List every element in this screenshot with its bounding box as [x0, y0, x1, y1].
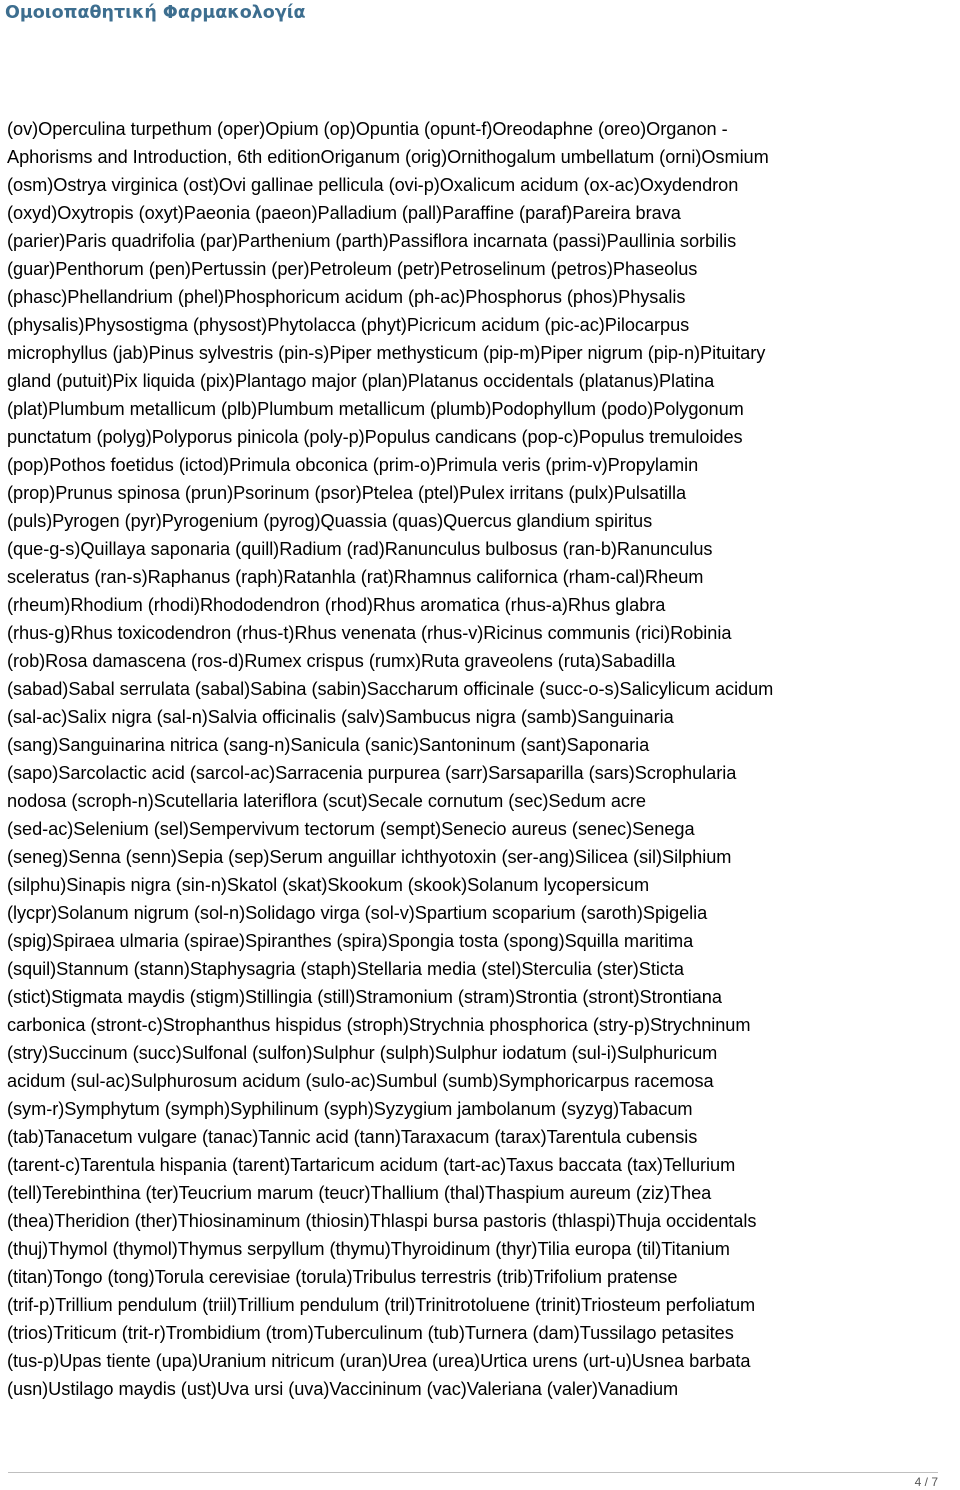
text-line: (sabad)Sabal serrulata (sabal)Sabina (sabin)Saccharum officinale (succ-o-s)Salicylicum acidum: [7, 679, 774, 699]
text-line: (oxyd)Oxytropis (oxyt)Paeonia (paeon)Palladium (pall)Paraffine (paraf)Pareira brava: [7, 203, 681, 223]
text-line: Aphorisms and Introduction, 6th editionOriganum (orig)Ornithogalum umbellatum (orni)Osmium: [7, 147, 769, 167]
text-line: (rob)Rosa damascena (ros-d)Rumex crispus (rumx)Ruta graveolens (ruta)Sabadilla: [7, 651, 676, 671]
text-line: (sapo)Sarcolactic acid (sarcol-ac)Sarracenia purpurea (sarr)Sarsaparilla (sars)Scrophularia: [7, 763, 737, 783]
text-line: (thuj)Thymol (thymol)Thymus serpyllum (thymu)Thyroidinum (thyr)Tilia europa (til)Titanium: [7, 1239, 730, 1259]
text-line: (stict)Stigmata maydis (stigm)Stillingia (still)Stramonium (stram)Strontia (stront)Strontiana: [7, 987, 722, 1007]
text-line: (parier)Paris quadrifolia (par)Parthenium (parth)Passiflora incarnata (passi)Paullinia sorbilis: [7, 231, 737, 251]
text-line: (puls)Pyrogen (pyr)Pyrogenium (pyrog)Quassia (quas)Quercus glandium spiritus: [7, 511, 653, 531]
text-line: punctatum (polyg)Polyporus pinicola (poly-p)Populus candicans (pop-c)Populus tremuloides: [7, 427, 743, 447]
text-line: (squil)Stannum (stann)Staphysagria (staph)Stellaria media (stel)Sterculia (ster)Sticta: [7, 959, 684, 979]
text-line: (silphu)Sinapis nigra (sin-n)Skatol (skat)Skookum (skook)Solanum lycopersicum: [7, 875, 650, 895]
text-line: (physalis)Physostigma (physost)Phytolacca (phyt)Picricum acidum (pic-ac)Pilocarpus: [7, 315, 690, 335]
text-line: (trif-p)Trillium pendulum (triil)Trillium pendulum (tril)Trinitrotoluene (trinit)Triosteum perfoliatum: [7, 1295, 756, 1315]
text-line: (sed-ac)Selenium (sel)Sempervivum tectorum (sempt)Senecio aureus (senec)Senega: [7, 819, 695, 839]
text-line: (tus-p)Upas tiente (upa)Uranium nitricum (uran)Urea (urea)Urtica urens (urt-u)Usnea barbata: [7, 1351, 751, 1371]
text-line: (pop)Pothos foetidus (ictod)Primula obconica (prim-o)Primula veris (prim-v)Propylamin: [7, 455, 699, 475]
text-line: (plat)Plumbum metallicum (plb)Plumbum metallicum (plumb)Podophyllum (podo)Polygonum: [7, 399, 744, 419]
text-line: (rheum)Rhodium (rhodi)Rhododendron (rhod)Rhus aromatica (rhus-a)Rhus glabra: [7, 595, 666, 615]
text-line: (sal-ac)Salix nigra (sal-n)Salvia officinalis (salv)Sambucus nigra (samb)Sanguinaria: [7, 707, 674, 727]
remedy-list-text: [7, 115, 957, 1403]
text-line: microphyllus (jab)Pinus sylvestris (pin-s)Piper methysticum (pip-m)Piper nigrum (pip-n)Pituitary: [7, 343, 766, 363]
text-line: (trios)Triticum (trit-r)Trombidium (trom)Tuberculinum (tub)Turnera (dam)Tussilago petasites: [7, 1323, 734, 1343]
text-line: (spig)Spiraea ulmaria (spirae)Spiranthes (spira)Spongia tosta (spong)Squilla maritima: [7, 931, 694, 951]
text-line: acidum (sul-ac)Sulphurosum acidum (sulo-ac)Sumbul (sumb)Symphoricarpus racemosa: [7, 1071, 714, 1091]
text-line: nodosa (scroph-n)Scutellaria lateriflora (scut)Secale cornutum (sec)Sedum acre: [7, 791, 646, 811]
text-line: (osm)Ostrya virginica (ost)Ovi gallinae pellicula (ovi-p)Oxalicum acidum (ox-ac)Oxydendron: [7, 175, 739, 195]
text-line: (phasc)Phellandrium (phel)Phosphoricum acidum (ph-ac)Phosphorus (phos)Physalis: [7, 287, 686, 307]
text-line: (seneg)Senna (senn)Sepia (sep)Serum anguillar ichthyotoxin (ser-ang)Silicea (sil)Silphium: [7, 847, 732, 867]
text-line: (tell)Terebinthina (ter)Teucrium marum (teucr)Thallium (thal)Thaspium aureum (ziz)Thea: [7, 1183, 712, 1203]
text-line: (que-g-s)Quillaya saponaria (quill)Radium (rad)Ranunculus bulbosus (ran-b)Ranunculus: [7, 539, 713, 559]
text-line: sceleratus (ran-s)Raphanus (raph)Ratanhla (rat)Rhamnus californica (rham-cal)Rheum: [7, 567, 704, 587]
text-line: carbonica (stront-c)Strophanthus hispidus (stroph)Strychnia phosphorica (stry-p)Strychninum: [7, 1015, 751, 1035]
page-title: Ομοιοπαθητική Φαρμακολογία: [5, 3, 306, 23]
text-line: (tarent-c)Tarentula hispania (tarent)Tartaricum acidum (tart-ac)Taxus baccata (tax)Tellurium: [7, 1155, 736, 1175]
text-line: (lycpr)Solanum nigrum (sol-n)Solidago virga (sol-v)Spartium scoparium (saroth)Spigelia: [7, 903, 708, 923]
text-line: (sym-r)Symphytum (symph)Syphilinum (syph)Syzygium jambolanum (syzyg)Tabacum: [7, 1099, 693, 1119]
text-line: (rhus-g)Rhus toxicodendron (rhus-t)Rhus venenata (rhus-v)Ricinus communis (rici)Robinia: [7, 623, 732, 643]
text-line: (titan)Tongo (tong)Torula cerevisiae (torula)Tribulus terrestris (trib)Trifolium pratense: [7, 1267, 678, 1287]
page-header: [0, 0, 960, 26]
text-line: (ov)Operculina turpethum (oper)Opium (op)Opuntia (opunt-f)Oreodaphne (oreo)Organon -: [7, 119, 728, 139]
text-line: gland (putuit)Pix liquida (pix)Plantago major (plan)Platanus occidentals (platanus)Platina: [7, 371, 715, 391]
text-line: (prop)Prunus spinosa (prun)Psorinum (psor)Ptelea (ptel)Pulex irritans (pulx)Pulsatilla: [7, 483, 687, 503]
text-line: (thea)Theridion (ther)Thiosinaminum (thiosin)Thlaspi bursa pastoris (thlaspi)Thuja occidentals: [7, 1211, 757, 1231]
text-line: (sang)Sanguinarina nitrica (sang-n)Sanicula (sanic)Santoninum (sant)Saponaria: [7, 735, 650, 755]
text-line: (guar)Penthorum (pen)Pertussin (per)Petroleum (petr)Petroselinum (petros)Phaseolus: [7, 259, 698, 279]
text-line: (stry)Succinum (succ)Sulfonal (sulfon)Sulphur (sulph)Sulphur iodatum (sul-i)Sulphuricum: [7, 1043, 718, 1063]
text-line: (usn)Ustilago maydis (ust)Uva ursi (uva)Vaccininum (vac)Valeriana (valer)Vanadium: [7, 1379, 679, 1399]
footer-divider: [8, 1472, 938, 1473]
page-number: 4 / 7: [914, 1475, 938, 1489]
text-line: (tab)Tanacetum vulgare (tanac)Tannic acid (tann)Taraxacum (tarax)Tarentula cubensis: [7, 1127, 698, 1147]
